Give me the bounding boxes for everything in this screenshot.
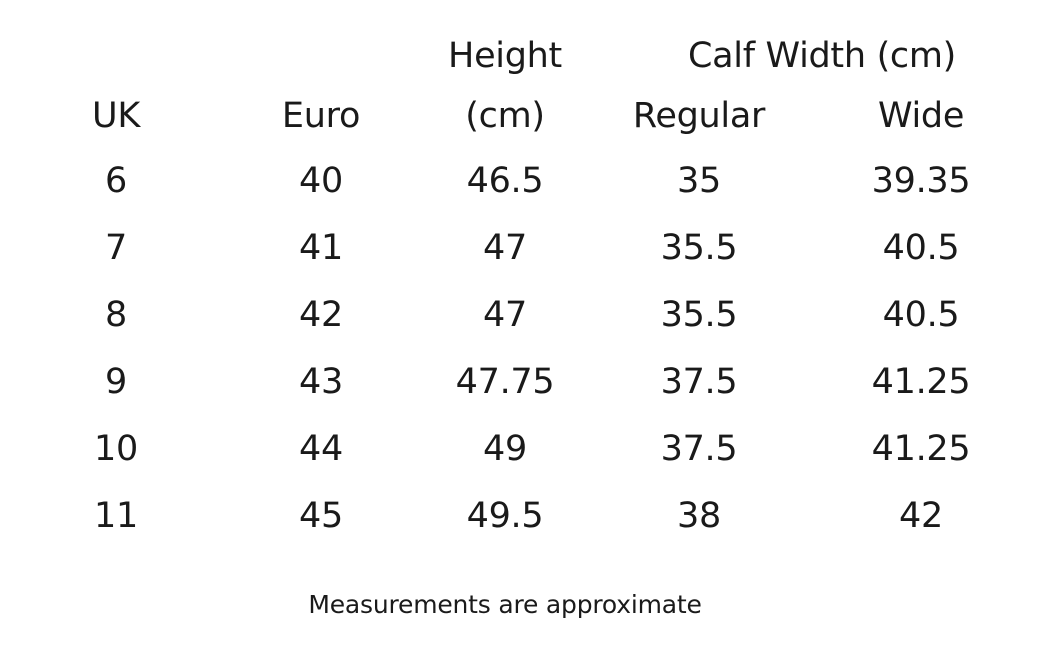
cell-height: 47.75 (455, 362, 555, 402)
table-row (0, 416, 1044, 483)
cell-calf-wide: 41.25 (871, 362, 971, 402)
cell-euro: 41 (299, 228, 343, 268)
column-header-height-unit: (cm) (465, 96, 545, 136)
group-header-height: Height (448, 36, 562, 76)
cell-euro: 44 (299, 429, 343, 469)
cell-uk: 6 (105, 161, 127, 201)
column-header-wide: Wide (877, 96, 965, 136)
table-group-header-row (0, 0, 1044, 74)
cell-height: 46.5 (466, 161, 544, 201)
table-row (0, 148, 1044, 215)
table-body (0, 148, 1044, 550)
cell-uk: 11 (94, 496, 138, 536)
group-header-spacer-uk (0, 0, 232, 74)
cell-calf-regular: 35 (677, 161, 721, 201)
measurements-footnote: Measurements are approximate (308, 590, 702, 619)
cell-euro: 42 (299, 295, 343, 335)
cell-uk: 9 (105, 362, 127, 402)
cell-calf-wide: 40.5 (882, 295, 960, 335)
cell-calf-wide: 41.25 (871, 429, 971, 469)
cell-euro: 45 (299, 496, 343, 536)
cell-euro: 40 (299, 161, 343, 201)
cell-calf-regular: 35.5 (660, 295, 738, 335)
column-header-euro: Euro (281, 96, 361, 136)
cell-calf-regular: 35.5 (660, 228, 738, 268)
table-row (0, 215, 1044, 282)
cell-calf-wide: 39.35 (871, 161, 971, 201)
cell-calf-wide: 40.5 (882, 228, 960, 268)
column-header-uk: UK (92, 96, 140, 136)
cell-calf-regular: 37.5 (660, 362, 738, 402)
group-header-spacer-euro (232, 0, 410, 74)
cell-calf-regular: 38 (677, 496, 721, 536)
table-column-header-row (0, 74, 1044, 148)
cell-height: 47 (483, 228, 527, 268)
cell-calf-wide: 42 (899, 496, 943, 536)
cell-uk: 10 (94, 429, 138, 469)
column-header-regular: Regular (632, 96, 766, 136)
table-header (0, 0, 1044, 148)
table-row (0, 282, 1044, 349)
table-row (0, 349, 1044, 416)
cell-uk: 7 (105, 228, 127, 268)
table-row (0, 483, 1044, 550)
group-header-calf-width: Calf Width (cm) (688, 36, 957, 76)
cell-height: 49.5 (466, 496, 544, 536)
cell-height: 49 (483, 429, 527, 469)
cell-calf-regular: 37.5 (660, 429, 738, 469)
cell-euro: 43 (299, 362, 343, 402)
cell-height: 47 (483, 295, 527, 335)
cell-uk: 8 (105, 295, 127, 335)
